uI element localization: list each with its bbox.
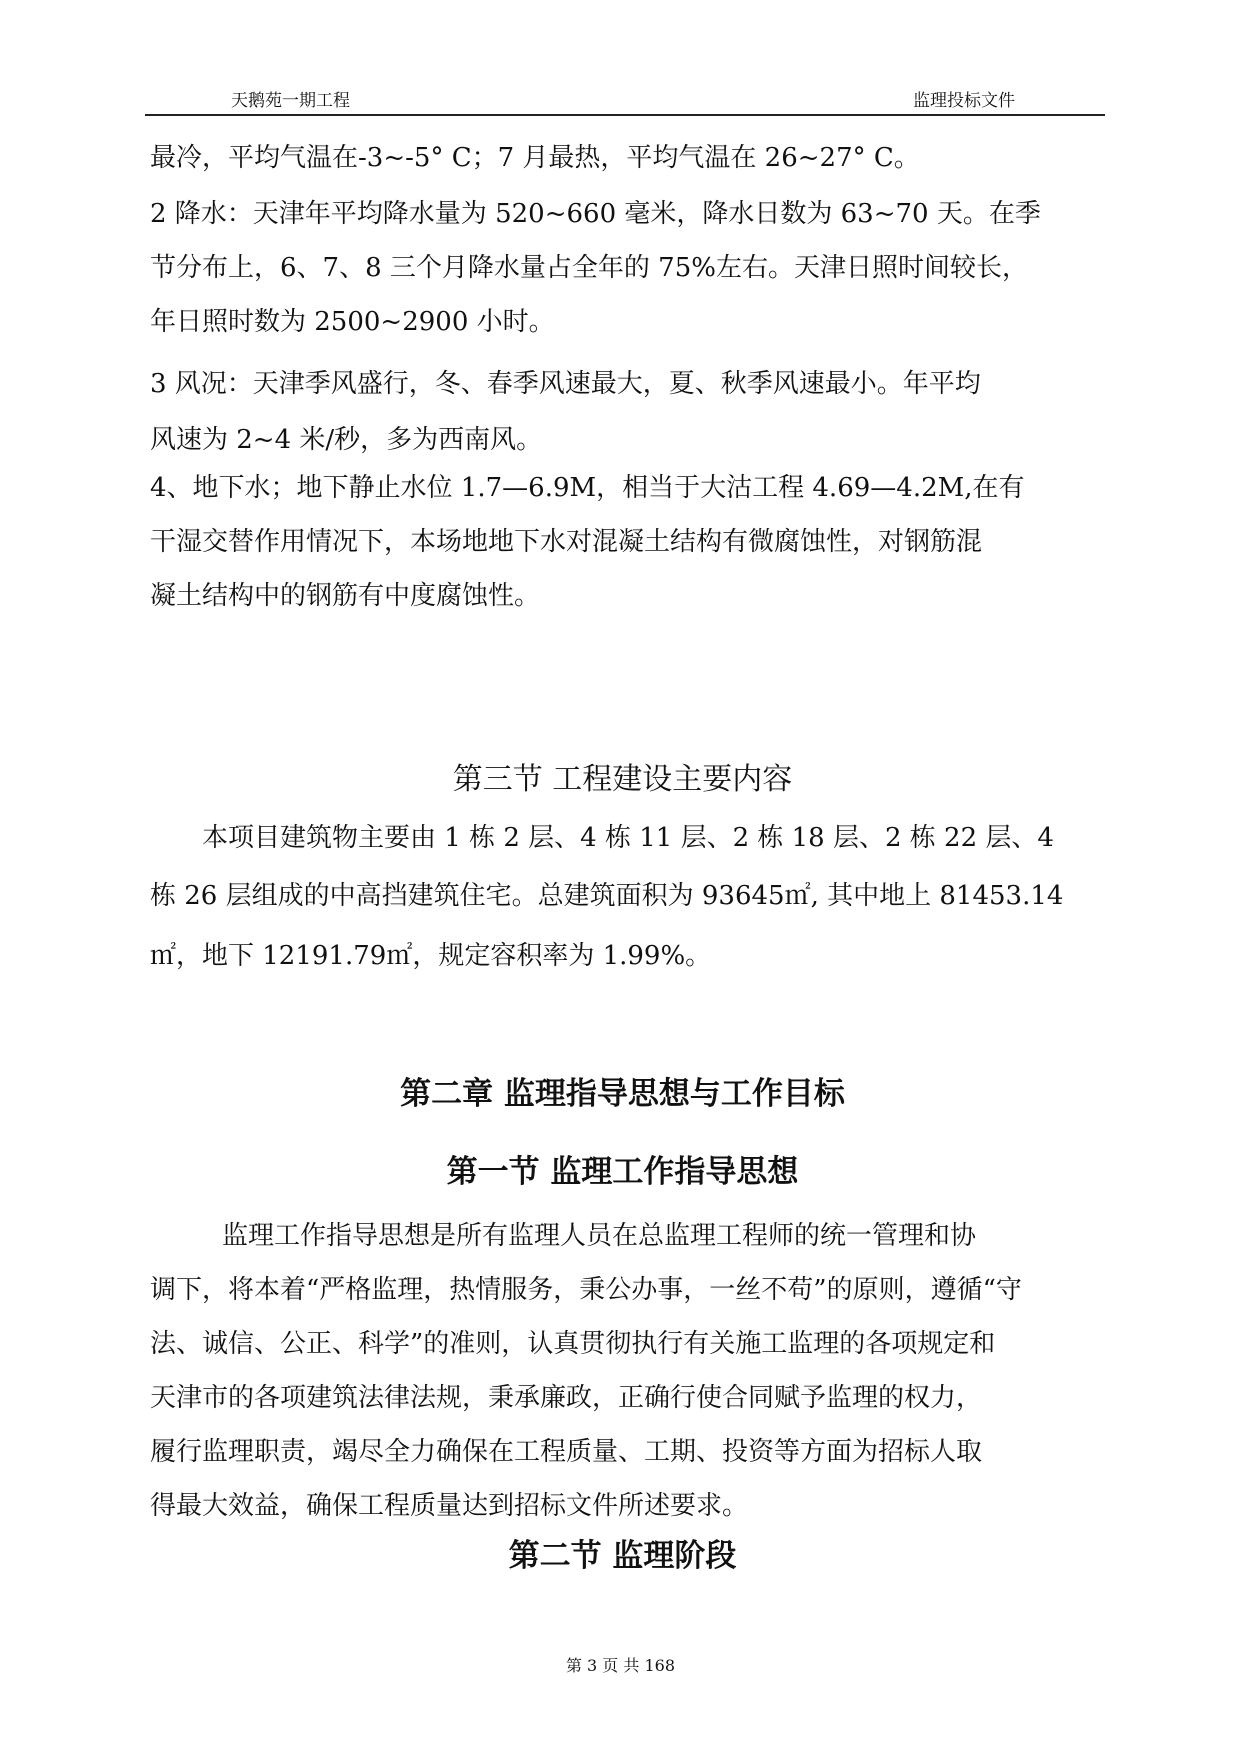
section-1-line-5: 履行监理职责，竭尽全力确保在工程质量、工期、投资等方面为招标人取: [150, 1437, 983, 1467]
body-line-6: 风速为 2~4 米/秒，多为西南风。: [150, 425, 543, 455]
body-line-8: 干湿交替作用情况下，本场地地下水对混凝土结构有微腐蚀性，对钢筋混: [150, 527, 983, 557]
section-3-line-1: 本项目建筑物主要由 1 栋 2 层、4 栋 11 层、2 栋 18 层、2 栋 22 层、4: [202, 823, 1054, 853]
body-line-7: 4、地下水；地下静止水位 1.7—6.9M，相当于大沽工程 4.69—4.2M,在有: [150, 473, 1025, 503]
body-line-4: 年日照时数为 2500~2900 小时。: [150, 307, 555, 337]
section-1-line-6: 得最大效益，确保工程质量达到招标文件所述要求。: [150, 1491, 749, 1521]
section-3-line-2: 栋 26 层组成的中高挡建筑住宅。总建筑面积为 93645㎡, 其中地上 81453.14: [150, 881, 1064, 911]
page-header: [145, 86, 1105, 114]
body-line-3: 节分布上，6、7、8 三个月降水量占全年的 75%左右。天津日照时间较长，: [150, 253, 1028, 283]
section-1-line-3: 法、诚信、公正、科学”的准则，认真贯彻执行有关施工监理的各项规定和: [150, 1329, 996, 1359]
section-1-line-4: 天津市的各项建筑法律法规，秉承廉政，正确行使合同赋予监理的权力，: [150, 1383, 983, 1413]
section-1-line-2: 调下，将本着“严格监理，热情服务，秉公办事，一丝不苟”的原则，遵循“守: [150, 1275, 1022, 1305]
body-line-9: 凝土结构中的钢筋有中度腐蚀性。: [150, 581, 541, 611]
page-footer: 第 3 页 共 168: [565, 1656, 676, 1675]
section-3-line-3: ㎡，地下 12191.79㎡，规定容积率为 1.99%。: [150, 941, 712, 971]
body-line-2: 2 降水：天津年平均降水量为 520~660 毫米，降水日数为 63~70 天。在季: [150, 199, 1041, 229]
header-project-name: 天鹅苑一期工程: [231, 91, 350, 111]
body-line-5: 3 风况：天津季风盛行，冬、春季风速最大，夏、秋季风速最小。年平均: [150, 369, 981, 399]
section-1-line-1: 监理工作指导思想是所有监理人员在总监理工程师的统一管理和协: [222, 1221, 977, 1251]
body-line-1: 最冷，平均气温在-3~-5° C；7 月最热，平均气温在 26~27° C。: [150, 143, 920, 173]
section-3-title: 第三节 工程建设主要内容: [452, 762, 793, 797]
section-2-title: 第二节 监理阶段: [508, 1538, 737, 1574]
header-document-type: 监理投标文件: [913, 91, 1015, 111]
chapter-2-title: 第二章 监理指导思想与工作目标: [400, 1076, 845, 1112]
header-divider: [145, 114, 1105, 116]
section-1-title: 第一节 监理工作指导思想: [446, 1154, 799, 1190]
